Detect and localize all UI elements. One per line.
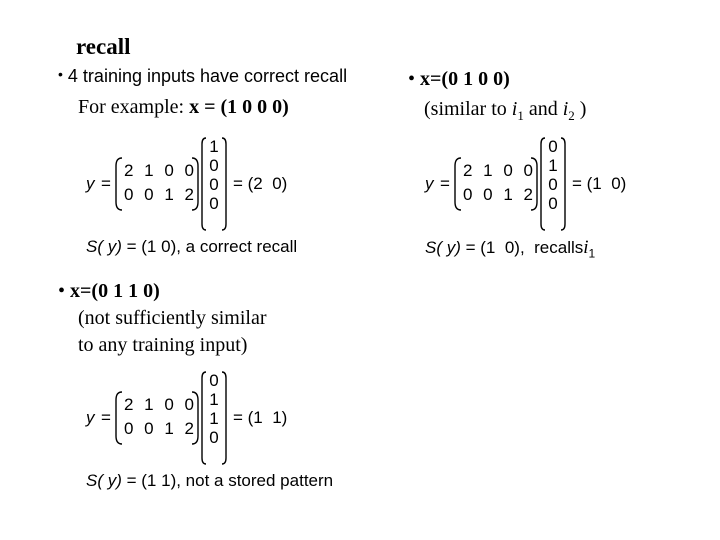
cell: 2 xyxy=(184,185,194,204)
example-value: x = (1 0 0 0) xyxy=(189,96,289,118)
bullet-2-line-3: to any training input) xyxy=(78,334,248,356)
cell: 0 xyxy=(523,161,533,180)
vector-entry: 1 xyxy=(209,390,219,409)
y-label: y xyxy=(86,408,95,427)
bullet-dot: • xyxy=(408,68,416,90)
y-label: y xyxy=(425,174,434,193)
equals-sign: = xyxy=(101,174,111,193)
cell: 2 xyxy=(124,395,134,414)
bullet-2 xyxy=(58,280,160,303)
vector-entry: 0 xyxy=(209,156,219,175)
cell: 0 xyxy=(184,395,194,414)
i1-sub: 1 xyxy=(517,108,524,123)
cell: 1 xyxy=(164,185,174,204)
vector-entry: 0 xyxy=(548,137,558,156)
s-lhs: S( y) xyxy=(425,238,461,257)
result: = (1 0) xyxy=(572,174,627,193)
s-lhs: S( y) xyxy=(86,237,122,256)
vector-entry: 0 xyxy=(548,175,558,194)
s-result-3 xyxy=(86,471,333,491)
bullet-1-text: 4 training inputs have correct recall xyxy=(67,66,348,86)
matrix-row-1 xyxy=(463,161,533,181)
cell: 0 xyxy=(184,161,194,180)
vector xyxy=(546,137,560,213)
cell: 1 xyxy=(503,185,513,204)
cell: 0 xyxy=(144,419,154,438)
s-rhs: = (1 0), recalls xyxy=(465,238,584,257)
cell: 0 xyxy=(124,185,134,204)
bullet-1 xyxy=(58,66,347,87)
s-lhs: S( y) xyxy=(86,471,122,490)
slide-title: recall xyxy=(76,34,131,59)
cell: 0 xyxy=(164,395,174,414)
i1: i xyxy=(511,98,518,120)
cell: 2 xyxy=(463,161,473,180)
cell: 2 xyxy=(523,185,533,204)
matrix-row-1 xyxy=(124,161,194,181)
s-rhs: = (1 1), not a stored pattern xyxy=(126,471,334,490)
and-text: and xyxy=(523,98,563,120)
cell: 0 xyxy=(124,419,134,438)
i2-sub: 2 xyxy=(568,108,575,123)
similar-prefix: (similar to xyxy=(424,98,512,120)
matrix-row-2 xyxy=(124,419,194,439)
i2: i xyxy=(562,98,569,120)
cell: 0 xyxy=(164,161,174,180)
y-label: y xyxy=(86,174,95,193)
vector-entry: 1 xyxy=(209,137,219,156)
cell: 0 xyxy=(483,185,493,204)
bullet-2-line-2: (not sufficiently similar xyxy=(78,307,267,329)
similar-line xyxy=(424,98,586,124)
example-line xyxy=(78,96,289,119)
cell: 0 xyxy=(144,185,154,204)
cell: 2 xyxy=(184,419,194,438)
cell: 0 xyxy=(503,161,513,180)
example-prefix: For example: xyxy=(78,96,190,118)
matrix-row-2 xyxy=(463,185,533,205)
close-paren: ) xyxy=(574,98,587,120)
cell: 0 xyxy=(463,185,473,204)
cell: 2 xyxy=(124,161,134,180)
vector xyxy=(207,137,221,213)
s-i-sub: 1 xyxy=(588,246,596,261)
vector-entry: 0 xyxy=(209,428,219,447)
cell: 1 xyxy=(144,395,154,414)
vector-entry: 1 xyxy=(209,409,219,428)
vector-entry: 1 xyxy=(548,156,558,175)
bullet-dot: • xyxy=(58,280,66,302)
equals-sign: = xyxy=(101,408,111,427)
cell: 1 xyxy=(164,419,174,438)
matrix-row-1 xyxy=(124,395,194,415)
vector xyxy=(207,371,221,447)
right-bullet xyxy=(408,68,510,91)
vector-entry: 0 xyxy=(209,194,219,213)
vector-entry: 0 xyxy=(548,194,558,213)
s-i: i xyxy=(583,237,589,258)
result: = (2 0) xyxy=(233,174,288,193)
right-bullet-text: x=(0 1 0 0) xyxy=(420,68,510,90)
cell: 1 xyxy=(483,161,493,180)
vector-entry: 0 xyxy=(209,371,219,390)
equals-sign: = xyxy=(440,174,450,193)
s-result-1 xyxy=(86,237,297,257)
s-result-2 xyxy=(425,237,595,260)
bullet-dot: • xyxy=(58,66,63,82)
s-rhs: = (1 0), a correct recall xyxy=(126,237,298,256)
vector-entry: 0 xyxy=(209,175,219,194)
bullet-2-text: x=(0 1 1 0) xyxy=(70,280,160,302)
result: = (1 1) xyxy=(233,408,288,427)
matrix-row-2 xyxy=(124,185,194,205)
cell: 1 xyxy=(144,161,154,180)
